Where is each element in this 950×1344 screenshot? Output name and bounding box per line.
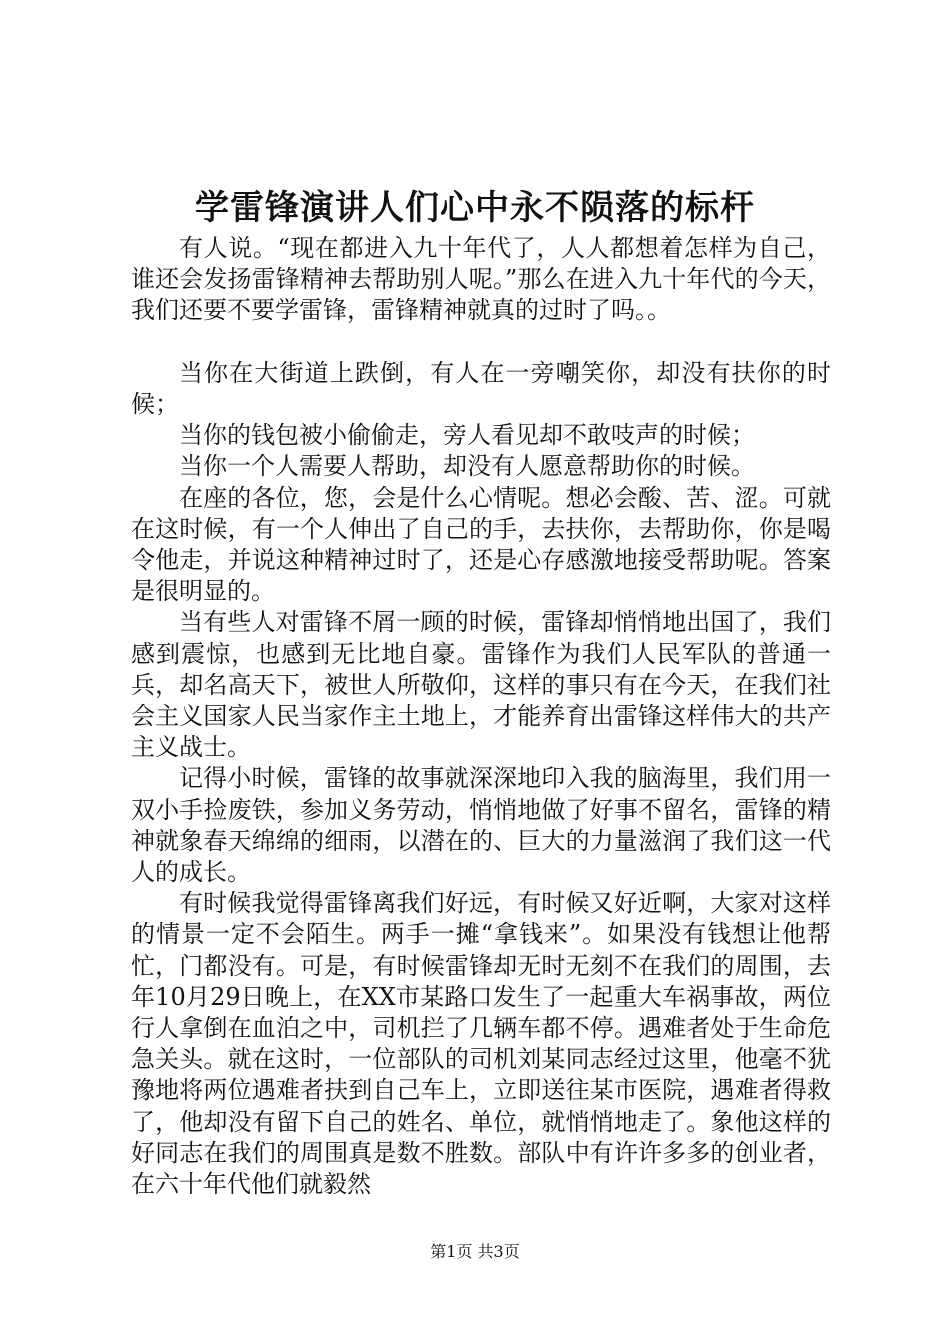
document-body [131,233,831,1200]
paragraph: 有人说。“现在都进入九十年代了，人人都想着怎样为自己，谁还会发扬雷锋精神去帮助别人呢。”那么在进入九十年代的今天，我们还要不要学雷锋，雷锋精神就真的过时了吗。。 [131,234,831,325]
page-footer: 第1页 共3页 [430,1242,520,1261]
paragraph: 当你的钱包被小偷偷走，旁人看见却不敢吱声的时候； [179,421,755,450]
page-title: 学雷锋演讲人们心中永不陨落的标杆 [195,188,755,228]
paragraph: 当你一个人需要人帮助，却没有人愿意帮助你的时候。 [179,452,755,481]
paragraph: 当有些人对雷锋不屑一顾的时候，雷锋却悄悄地出国了，我们感到震惊，也感到无比地自豪。雷锋作为我们人民军队的普通一兵，却名高天下，被世人所敬仰，这样的事只有在今天，在我们社会主义国家人民当家作主土地上，才能养育出雷锋这样伟大的共产主义战士。 [131,608,831,762]
paragraph: 记得小时候，雷锋的故事就深深地印入我的脑海里，我们用一双小手捡废铁，参加义务劳动，悄悄地做了好事不留名，雷锋的精神就象春天绵绵的细雨，以潜在的、巨大的力量滋润了我们这一代人的成长。 [131,764,831,887]
paragraph: 当你在大街道上跌倒，有人在一旁嘲笑你，却没有扶你的时候； [131,358,831,418]
paragraph: 有时候我觉得雷锋离我们好远，有时候又好近啊，大家对这样的情景一定不会陌生。两手一摊“拿钱来”。如果没有钱想让他帮忙，门都没有。可是，有时候雷锋却无时无刻不在我们的周围，去年10月29日晚上，在XX市某路口发生了一起重大车祸事故，两位行人拿倒在血泊之中，司机拦了几辆车都不停。遇难者处于生命危急关头。就在这时，一位部队的司机刘某同志经过这里，他毫不犹豫地将两位遇难者扶到自己车上，立即送往某市医院，遇难者得救了，他却没有留下自己的姓名、单位，就悄悄地走了。象他这样的好同志在我们的周围真是数不胜数。部队中有许许多多的创业者，在六十年代他们就毅然 [131,889,831,1199]
paragraph: 在座的各位，您，会是什么心情呢。想必会酸、苦、涩。可就在这时候，有一个人伸出了自己的手，去扶你，去帮助你，你是喝令他走，并说这种精神过时了，还是心存感激地接受帮助呢。答案是很明显的。 [131,483,831,606]
blank-line [131,327,831,358]
